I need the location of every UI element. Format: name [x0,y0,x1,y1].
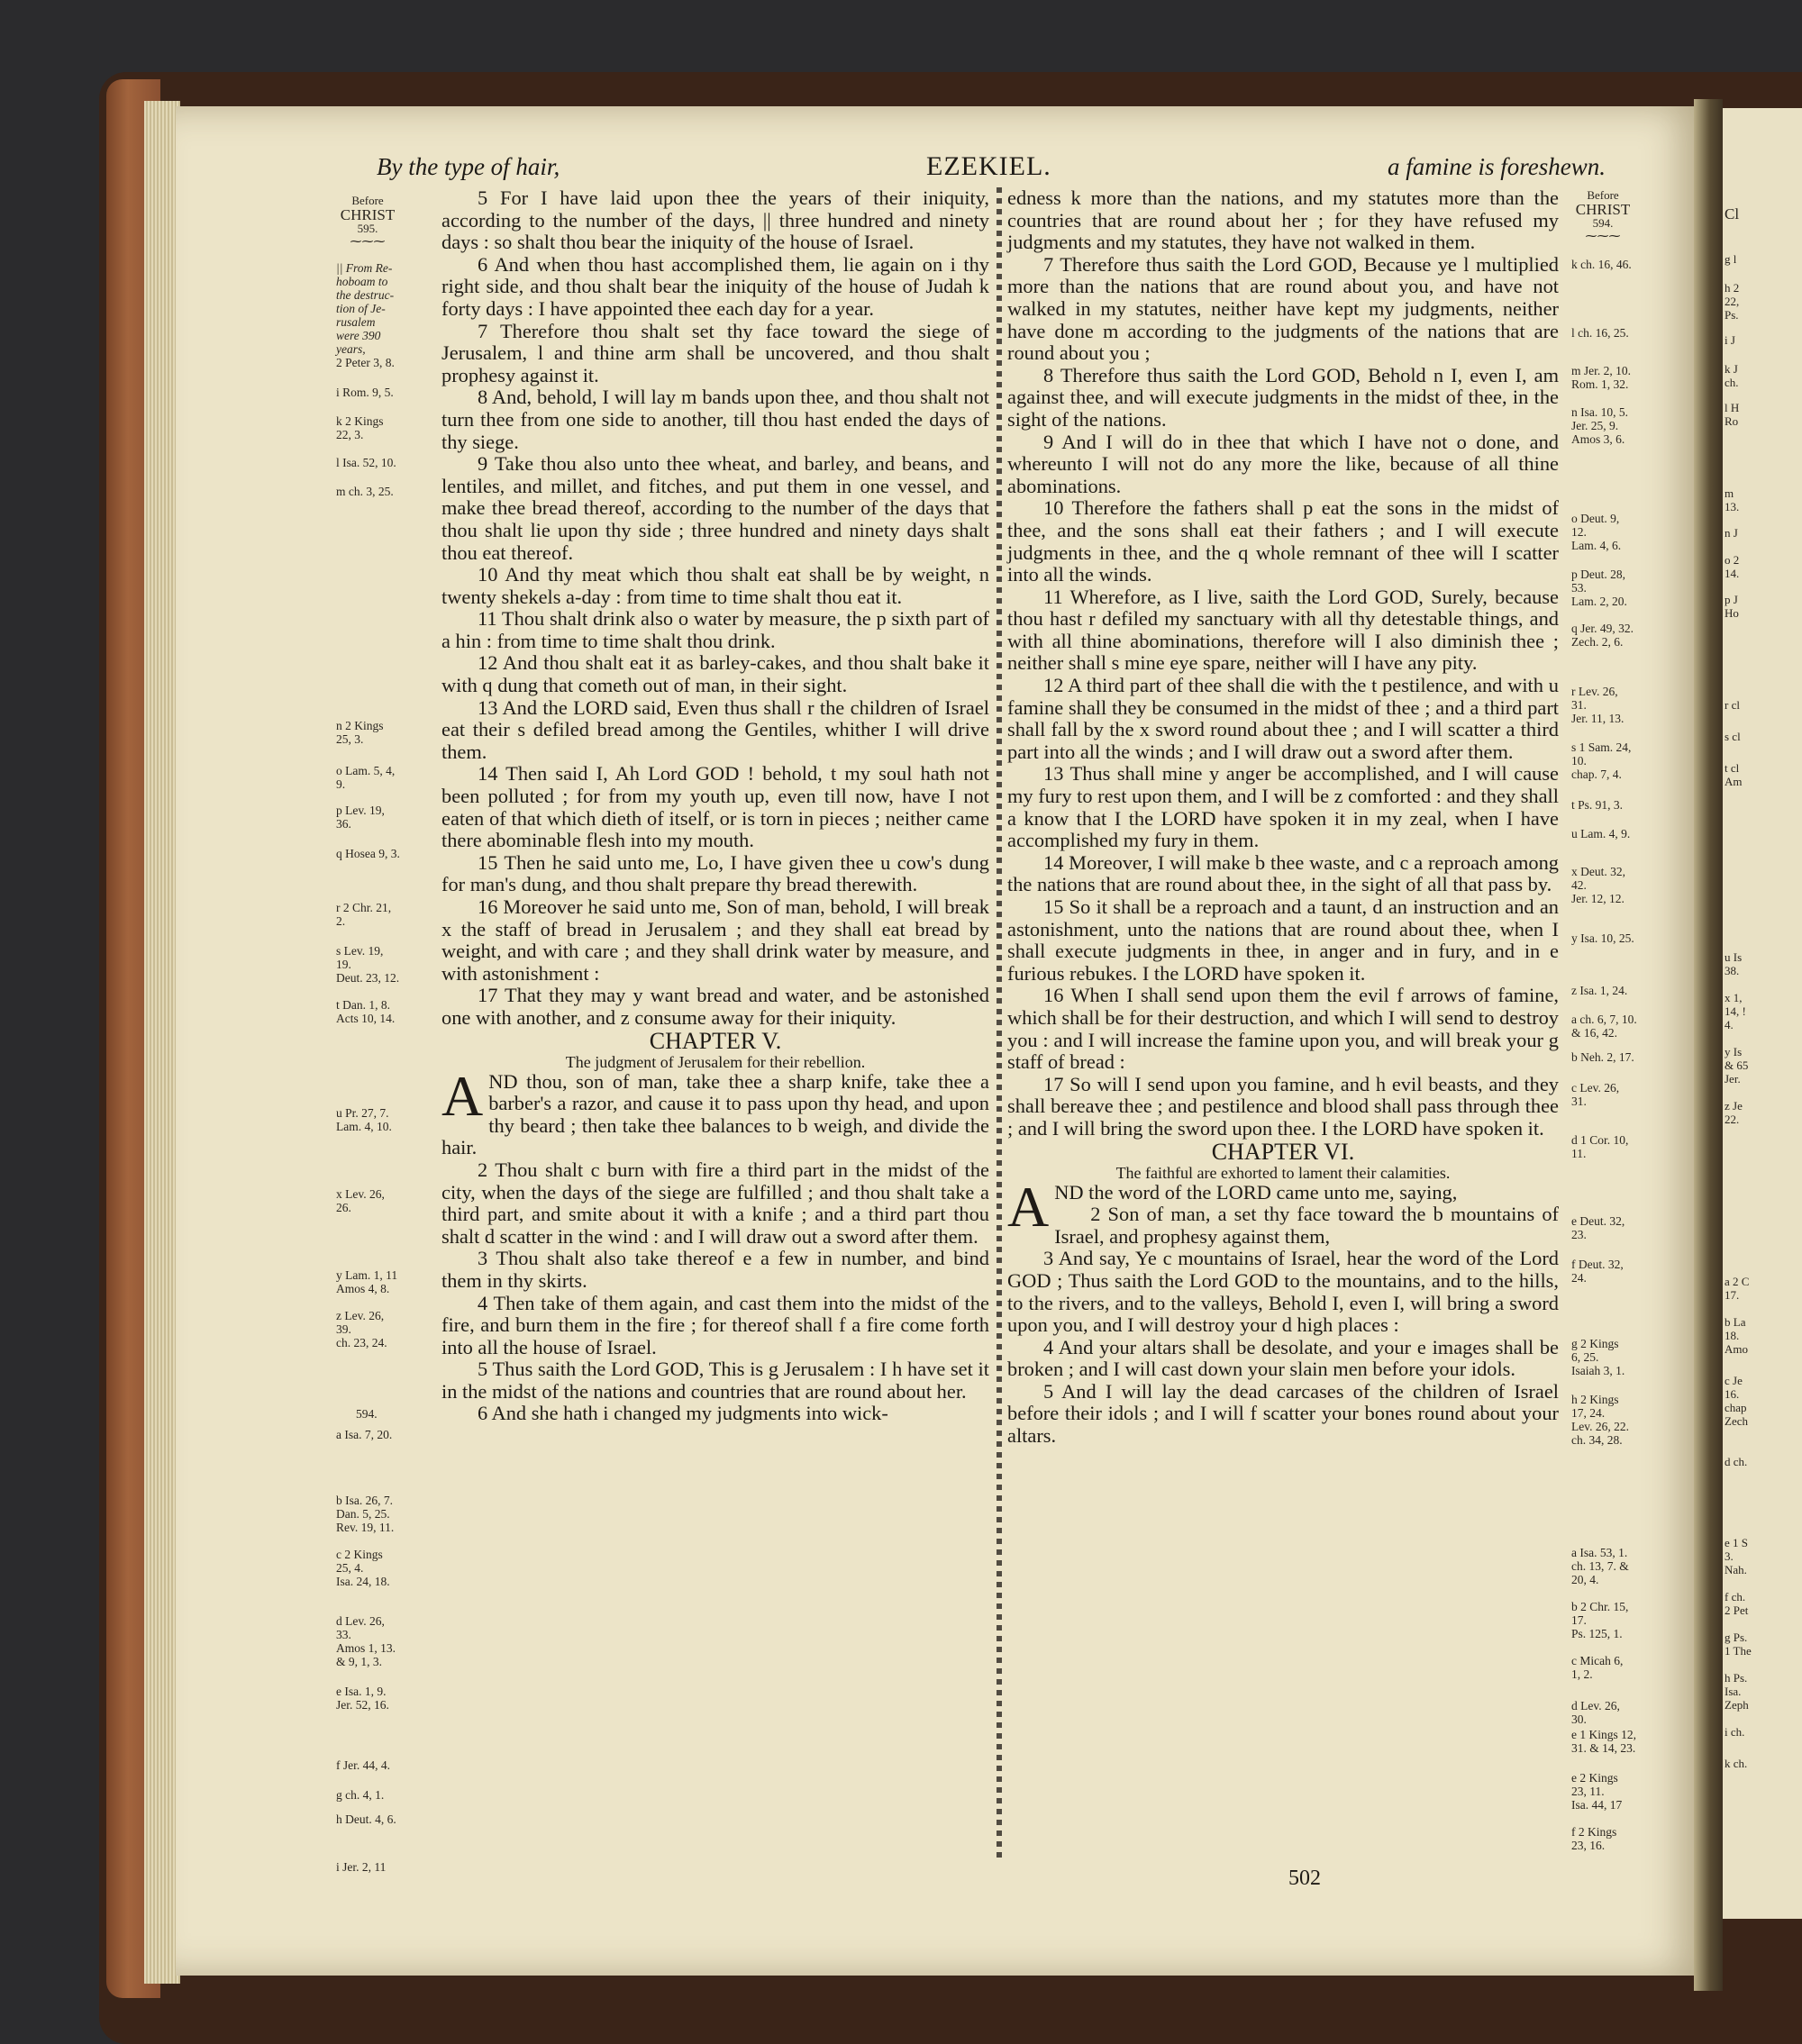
ref-line: o Lam. 5, 4, [336,764,396,777]
verse [441,1063,989,1159]
ref-line: Lam. 4, 10. [336,1120,392,1133]
cross-reference [1571,740,1631,781]
facing-fragment: u Is [1725,950,1743,964]
cross-reference [336,764,395,791]
ref-line: 9. [336,777,346,791]
facing-fragment: Ho [1725,606,1739,620]
chapter-heading: CHAPTER VI. [1211,1138,1355,1165]
page-stack-edge [144,101,180,1984]
ref-line: 23, 16. [1571,1839,1606,1852]
cross-reference [1571,1337,1625,1377]
facing-fragment: x 1, [1725,991,1743,1004]
verse: 5 Thus saith the Lord GOD, This is g Jerusalem : I h have set it in the midst of the nations and countries that are round about her. [441,1358,989,1403]
ref-line: 26. [336,1201,351,1214]
facing-fragment: Zeph [1725,1698,1749,1712]
cross-reference [1571,1654,1623,1681]
cross-reference [336,944,399,985]
ref-line: q Jer. 49, 32. [1571,622,1634,635]
note-line: years, [336,342,366,356]
cross-reference: a Isa. 7, 20. [336,1428,393,1441]
ref-line: r 2 Chr. 21, [336,901,392,914]
ref-line: 17. [1571,1613,1587,1627]
ref-line: Amos 3, 6. [1571,432,1625,446]
cross-reference [336,719,384,746]
verse: 4 Then take of them again, and cast them into the midst of the fire, and burn them in the fire ; for thereof shall f a fire come forth into all the house of Israel. [441,1291,989,1358]
facing-fragment: n J [1725,526,1738,540]
ref-line: 31. & 14, 23. [1571,1741,1636,1755]
facing-fragment: Cl [1725,205,1740,223]
ref-line: r Lev. 26, [1571,685,1618,698]
ref-line: Acts 10, 14. [336,1012,396,1025]
facing-fragment: p J [1725,593,1738,606]
text-column-right [1007,187,1559,1448]
cross-reference [336,998,395,1025]
verse: 17 That they may y want bread and water, and be astonished one with another, and z consume away for their iniquity. [441,984,989,1029]
ref-line: e 2 Kings [1571,1771,1618,1785]
cross-reference [336,1309,387,1349]
ref-line: Isa. 24, 18. [336,1575,390,1588]
ref-line: ch. 34, 28. [1571,1433,1623,1447]
ref-line: a ch. 6, 7, 10. [1571,1013,1637,1026]
facing-fragment: l H [1725,401,1740,414]
cross-reference [1571,1133,1628,1160]
facing-fragment: 38. [1725,964,1740,977]
before-christ-label [336,195,399,248]
cross-reference [1571,865,1625,905]
facing-fragment: i ch. [1725,1725,1745,1739]
facing-fragment: f ch. [1725,1590,1746,1603]
cross-reference [1571,1013,1637,1040]
facing-fragment: 14. [1725,567,1740,580]
year-label: 595. [357,222,378,235]
ref-line: Isa. 44, 17 [1571,1798,1623,1812]
ref-line: 6, 25. [1571,1350,1599,1364]
verse: 7 Therefore thus saith the Lord GOD, Because ye l multiplied more than the nations that are round about you, and have not walked in my statutes, neither have kept my judgments, neither have done m according to the judgments of the nations that are round about you ; [1007,252,1559,365]
chapter-summary: The faithful are exhorted to lament their calamities. [1115,1163,1451,1182]
facing-fragment: g l [1725,252,1737,266]
cross-reference: g ch. 4, 1. [336,1788,385,1802]
verse: 5 And I will lay the dead carcases of the children of Israel before their idols ; and I will f scatter your bones round about your altars. [1007,1379,1559,1448]
verse: 9 Take thou also unto thee wheat, and barley, and beans, and lentiles, and millet, and fitches, and put them in one vessel, and make thee bread thereof, according to the number of the days that thou shalt lie upon thy side ; three hundred and ninety days shalt thou eat thereof. [441,452,989,564]
facing-fragment: e 1 S [1725,1536,1748,1549]
facing-fragment: 13. [1725,500,1740,513]
facing-fragment: Isa. [1725,1685,1742,1698]
ref-line: Lam. 4, 6. [1571,539,1622,552]
verse: 13 And the LORD said, Even thus shall r the children of Israel eat their s defiled bread among the Gentiles, whither I will drive them. [441,695,989,763]
ref-line: Jer. 11, 13. [1571,712,1625,725]
ref-line: ch. 23, 24. [336,1336,387,1349]
cross-reference [336,1614,396,1668]
cross-reference [1571,364,1631,391]
facing-fragment: ch. [1725,376,1739,389]
verse: 6 And when thou hast accomplished them, lie again on i thy right side, and thou shalt bear the iniquity of the house of Judah k forty days : I have appointed thee each day for a year. [441,252,989,320]
ref-line: 10. [1571,754,1587,768]
ornament-rule: ⁓⁓⁓ [1585,229,1621,242]
ref-line: n 2 Kings [336,719,384,732]
ref-line: Lev. 26, 22. [1571,1420,1629,1433]
ref-line: 30. [1571,1712,1587,1726]
facing-fragment: h Ps. [1725,1671,1748,1685]
verse: 2 Thou shalt c burn with fire a third part in the midst of the city, when the days of the siege are fulfilled ; and thou shalt take a third part, and smite about it with a knife ; and a third part thou shalt d scatter in the wind : and I will draw out a sword after them. [441,1158,989,1248]
note-line: were 390 [336,329,381,342]
year-label: 594. [1592,216,1614,230]
facing-fragment: 17. [1725,1288,1740,1302]
cross-reference [1571,1600,1628,1640]
ref-line: Jer. 12, 12. [1571,892,1625,905]
facing-fragment: y Is [1725,1045,1743,1058]
verse-text: ND thou, son of man, take thee a sharp knife, take thee a barber's a razor, and cause it to pass upon thy head, and upon thy beard ; then take thee balances to b weigh, and divide the hair. [441,1069,989,1159]
ref-line: e Isa. 1, 9. [336,1685,387,1698]
verse: 15 So it shall be a reproach and a taunt, d an instruction and an astonishment, unto the nations that are round about thee, when I shall execute judgments in thee, in anger and in fury, and in e furious rebukes. I the LORD have spoken it. [1007,895,1559,985]
ref-line: d 1 Cor. 10, [1571,1133,1629,1147]
cross-reference [1571,1214,1625,1241]
facing-fragment: 2 Pet [1725,1603,1749,1617]
verse-text: ND the word of the LORD came unto me, saying, [1054,1180,1458,1204]
ref-line: Lam. 2, 20. [1571,595,1627,608]
verse: 12 And thou shalt eat it as barley-cakes, and thou shalt bake it with q dung that cometh out of man, in their sight. [441,651,989,697]
verse: 16 When I shall send upon them the evil f arrows of famine, which shall be for their destruction, and which I will send to destroy you : and I will increase the famine upon you, and will break your g staff of bread : [1007,984,1559,1074]
ref-line: p Lev. 19, [336,804,385,817]
ref-line: 33. [336,1628,351,1641]
facing-fragment: z Je [1725,1099,1743,1113]
cross-reference [336,1187,385,1214]
ref-line: Rom. 1, 32. [1571,377,1629,391]
year-label: 594. [356,1407,378,1421]
ref-line: Deut. 23, 12. [336,971,400,985]
cross-reference [1571,1771,1622,1812]
verse: 7 Therefore thou shalt set thy face toward the siege of Jerusalem, l and thine arm shall be uncovered, and thou shalt prophesy against it. [441,319,989,386]
facing-fragment: 14, ! [1725,1004,1746,1018]
before-christ-label [1571,189,1634,242]
cross-reference [336,1548,390,1588]
ref-line: o Deut. 9, [1571,512,1620,525]
cross-reference [1571,1699,1620,1726]
facing-fragment: Ps. [1725,308,1739,322]
ref-line: Jer. 52, 16. [336,1698,389,1712]
ref-line: c Lev. 26, [1571,1081,1620,1095]
cross-reference: m ch. 3, 25. [336,485,394,498]
verse: 16 Moreover he said unto me, Son of man, behold, I will break x the staff of bread in Jerusalem ; and they shall eat bread by weight, and with care ; and they shall drink water by measure, and with astonishment : [441,895,989,985]
facing-fragment: b La [1725,1315,1746,1329]
ref-line: 39. [336,1322,351,1336]
facing-fragment: h 2 [1725,281,1740,295]
drop-cap: A [441,1063,484,1128]
facing-fragment: 16. [1725,1387,1740,1401]
facing-fragment: 22. [1725,1113,1740,1126]
verse: 14 Moreover, I will make b thee waste, and c a reproach among the nations that are round about thee, in the sight of all that pass by. [1007,850,1559,896]
verse: 11 Thou shalt drink also o water by measure, the p sixth part of a hin : from time to time shalt thou drink. [441,607,989,652]
ref-line: h 2 Kings [1571,1393,1619,1406]
before-word: Before [1587,188,1619,202]
note-line: hoboam to [336,275,388,288]
ref-line: g 2 Kings [1571,1337,1619,1350]
cross-reference [1571,622,1634,649]
cross-reference: k ch. 16, 46. [1571,258,1632,271]
chapter-heading: CHAPTER V. [649,1027,782,1054]
ref-line: Isaiah 3, 1. [1571,1364,1625,1377]
ref-line: 22, 3. [336,428,364,441]
facing-fragment: t cl [1725,761,1740,775]
verse: 3 Thou shalt also take thereof e a few in number, and bind them in thy skirts. [441,1247,989,1292]
ref-line: c 2 Kings [336,1548,383,1561]
verse: 4 And your altars shall be desolate, and your e images shall be broken ; and I will cast down your slain men before your idols. [1007,1335,1559,1381]
ref-line: b Isa. 26, 7. [336,1494,393,1507]
facing-fragment: s cl [1725,730,1741,743]
note-line: || From Re- [336,261,393,275]
cross-reference: f Jer. 44, 4. [336,1758,390,1772]
cross-reference [336,1106,392,1133]
verse: edness k more than the nations, and my statutes more than the countries that are round about her ; for they have refused my judgments and my statutes, they have not walked in them. [1007,186,1559,254]
cross-reference: y Isa. 10, 25. [1571,931,1634,945]
verse: 8 Therefore thus saith the Lord GOD, Behold n I, even I, am against thee, and will execute judgments in the midst of thee, in the sight of the nations. [1007,363,1559,431]
facing-fragment: & 65 [1725,1058,1749,1072]
verse: 10 Therefore the fathers shall p eat the sons in the midst of thee, and the sons shall eat their fathers ; and I will execute judgments in thee, and the q whole remnant of thee will I scatter into all the winds. [1007,496,1559,586]
page-number: 502 [1288,1867,1321,1890]
cross-reference [1571,1825,1616,1852]
ref-line: 53. [1571,581,1587,595]
ref-line: Rev. 19, 11. [336,1521,395,1534]
cross-reference: i Rom. 9, 5. [336,386,394,399]
verse: 8 And, behold, I will lay m bands upon thee, and thou shalt not turn thee from one side to another, till thou hast ended the days of thy siege. [441,386,989,453]
facing-fragment: Nah. [1725,1563,1747,1576]
cross-reference [1571,512,1621,552]
ref-line: & 16, 42. [1571,1026,1618,1040]
verse: 9 And I will do in thee that which I have not o done, and whereunto I will not do any more the like, because of all thine abominations. [1007,430,1559,497]
ornament-rule: ⁓⁓⁓ [350,234,386,248]
ref-line: z Lev. 26, [336,1309,385,1322]
ref-line: 36. [336,817,351,831]
ref-line: c Micah 6, [1571,1654,1624,1667]
verse: 5 For I have laid upon thee the years of their iniquity, according to the number of the days, || three hundred and ninety days : so shalt thou bear the iniquity of the house of Israel. [441,186,989,254]
ref-line: 31. [1571,1095,1587,1108]
cross-reference [1571,405,1628,446]
ref-line: 23. [1571,1228,1587,1241]
ref-line: 1, 2. [1571,1667,1593,1681]
ref-line: f 2 Kings [1571,1825,1617,1839]
ref-line: p Deut. 28, [1571,568,1625,581]
ref-line: x Lev. 26, [336,1187,385,1201]
ref-line: Zech. 2, 6. [1571,635,1624,649]
ref-line: f Deut. 32, [1571,1258,1624,1271]
cross-reference: h Deut. 4, 6. [336,1812,396,1826]
ref-line: e 1 Kings 12, [1571,1728,1636,1741]
ref-line: 42. [1571,878,1587,892]
drop-cap: A [1007,1174,1050,1239]
facing-fragment: Ro [1725,414,1739,428]
ref-line: 23, 11. [1571,1785,1605,1798]
cross-reference [1571,1546,1629,1586]
ref-line: 20, 4. [1571,1573,1599,1586]
ref-line: d Lev. 26, [336,1614,385,1628]
facing-fragment: Amo [1725,1342,1748,1356]
ref-line: u Pr. 27, 7. [336,1106,389,1120]
ref-line: Amos 4, 8. [336,1282,390,1295]
facing-fragment: Zech [1725,1414,1748,1428]
book-gutter [1694,99,1723,1991]
ref-line: ch. 13, 7. & [1571,1559,1629,1573]
cross-reference: z Isa. 1, 24. [1571,984,1628,997]
cross-reference [1571,1081,1619,1108]
cross-reference [1571,1393,1629,1447]
ref-line: chap. 7, 4. [1571,768,1622,781]
facing-fragment: 4. [1725,1018,1734,1031]
ref-line: s Lev. 19, [336,944,384,958]
cross-reference [336,1494,394,1534]
cross-reference [1571,1728,1636,1755]
facing-fragment: o 2 [1725,553,1740,567]
ref-line: & 9, 1, 3. [336,1655,383,1668]
ref-line: 19. [336,958,351,971]
note-line: rusalem [336,315,376,329]
cross-reference: q Hosea 9, 3. [336,847,400,860]
ref-line: Dan. 5, 25. [336,1507,390,1521]
cross-reference: 2 Peter 3, 8. [336,356,395,369]
cross-reference: l Isa. 52, 10. [336,456,396,469]
text-column-left [441,187,989,1425]
cross-reference: i Jer. 2, 11 [336,1860,387,1874]
ref-line: m Jer. 2, 10. [1571,364,1631,377]
facing-fragment: a 2 C [1725,1275,1750,1288]
ref-line: Amos 1, 13. [336,1641,396,1655]
ref-line: 2. [336,914,346,928]
ref-line: 17, 24. [1571,1406,1606,1420]
facing-fragment: g Ps. [1725,1631,1748,1644]
facing-fragment: Jer. [1725,1072,1741,1086]
verse: 17 So will I send upon you famine, and h evil beasts, and they shall bereave thee ; and pestilence and blood shall pass through thee ; and I will bring the sword upon thee. I the LORD have spoken it. [1007,1072,1559,1140]
cross-reference: b Neh. 2, 17. [1571,1050,1634,1064]
cross-reference [1571,685,1624,725]
running-header-left: By the type of hair, [377,153,560,180]
cross-reference: u Lam. 4, 9. [1571,827,1631,840]
ref-line: d Lev. 26, [1571,1699,1620,1712]
cross-reference [1571,1258,1624,1285]
facing-fragment: 3. [1725,1549,1734,1563]
ref-line: e Deut. 32, [1571,1214,1625,1228]
ref-line: 25, 4. [336,1561,364,1575]
christ-word: CHRIST [340,206,396,223]
verse: 3 And say, Ye c mountains of Israel, hear the word of the Lord GOD ; Thus saith the Lord GOD to the mountains, and to the hills, to the rivers, and to the valleys, Behold I, even I, will bring a sword upon you, and I will destroy your d high places : [1007,1247,1559,1337]
facing-fragment: d ch. [1725,1455,1748,1468]
running-header-book-title: EZEKIEL. [926,151,1051,181]
ref-line: Jer. 25, 9. [1571,419,1619,432]
note-line: tion of Je- [336,302,386,315]
cross-reference [1571,568,1627,608]
verse: 14 Then said I, Ah Lord GOD ! behold, t my soul hath not been polluted ; for from my youth up, even till now, have I not eaten of that which dieth of itself, or is torn in pieces ; neither came there abominable flesh into my mouth. [441,762,989,852]
cross-reference [336,414,384,441]
margin-note [336,261,394,356]
before-word: Before [351,194,384,207]
ref-line: 12. [1571,525,1587,539]
chapter-summary: The judgment of Jerusalem for their rebellion. [565,1052,866,1071]
cross-reference: t Ps. 91, 3. [1571,798,1624,812]
verse: 12 A third part of thee shall die with the t pestilence, and with u famine shall they be consumed in the midst of thee ; and a third part shall fall by the x sword round about thee ; and I will scatter a third part into all the winds ; and I will draw out a sword after them. [1007,674,1559,763]
christ-word: CHRIST [1575,201,1631,218]
ref-line: 24. [1571,1271,1587,1285]
ref-line: 25, 3. [336,732,364,746]
ref-line: 31. [1571,698,1587,712]
cross-reference [336,804,385,831]
verse: 6 And she hath i changed my judgments into wick- [478,1402,888,1425]
facing-fragment: 22, [1725,295,1740,308]
ref-line: s 1 Sam. 24, [1571,740,1632,754]
cross-reference [336,1268,397,1295]
column-divider [997,187,1002,1863]
ref-line: 11. [1571,1147,1587,1160]
facing-fragment: i J [1725,333,1735,347]
ref-line: b 2 Chr. 15, [1571,1600,1629,1613]
facing-fragment: k J [1725,362,1738,376]
ref-line: a Isa. 53, 1. [1571,1546,1628,1559]
verse: 13 Thus shall mine y anger be accomplished, and I will cause my fury to rest upon them, and I will be z comforted : and they shall a know that I the LORD have spoken it in my zeal, when I have accomplished my fury in them. [1007,762,1559,852]
facing-fragment: c Je [1725,1374,1743,1387]
facing-page [1719,108,1802,1919]
running-header-right: a famine is foreshewn. [1388,153,1606,180]
verse: 11 Wherefore, as I live, saith the Lord GOD, Surely, because thou hast r defiled my sanctuary with all thy detestable things, and with all thine abominations, therefore will I also diminish thee ; neither shall s mine eye spare, neither will I have any pity. [1007,585,1559,675]
facing-fragment: r cl [1725,698,1740,712]
facing-fragment: m [1725,486,1734,500]
cross-reference: l ch. 16, 25. [1571,326,1629,340]
verse: 15 Then he said unto me, Lo, I have given thee u cow's dung for man's dung, and thou shalt prepare thy bread therewith. [441,850,989,896]
verse: 10 And thy meat which thou shalt eat shall be by weight, n twenty shekels a-day : from time to time shalt thou eat it. [441,563,989,608]
verse: 2 Son of man, a set thy face toward the b mountains of Israel, and prophesy against them, [1054,1203,1559,1248]
facing-fragment: k ch. [1725,1757,1748,1770]
facing-fragment: 1 The [1725,1644,1752,1658]
cross-reference [336,901,391,928]
facing-fragment: chap [1725,1401,1747,1414]
ref-line: n Isa. 10, 5. [1571,405,1628,419]
ref-line: x Deut. 32, [1571,865,1625,878]
cross-reference [336,1685,389,1712]
note-line: the destruc- [336,288,395,302]
ref-line: y Lam. 1, 11 [336,1268,398,1282]
ref-line: Ps. 125, 1. [1571,1627,1623,1640]
ref-line: k 2 Kings [336,414,384,428]
ref-line: t Dan. 1, 8. [336,998,390,1012]
facing-fragment: Am [1725,775,1743,788]
facing-fragment: 18. [1725,1329,1740,1342]
